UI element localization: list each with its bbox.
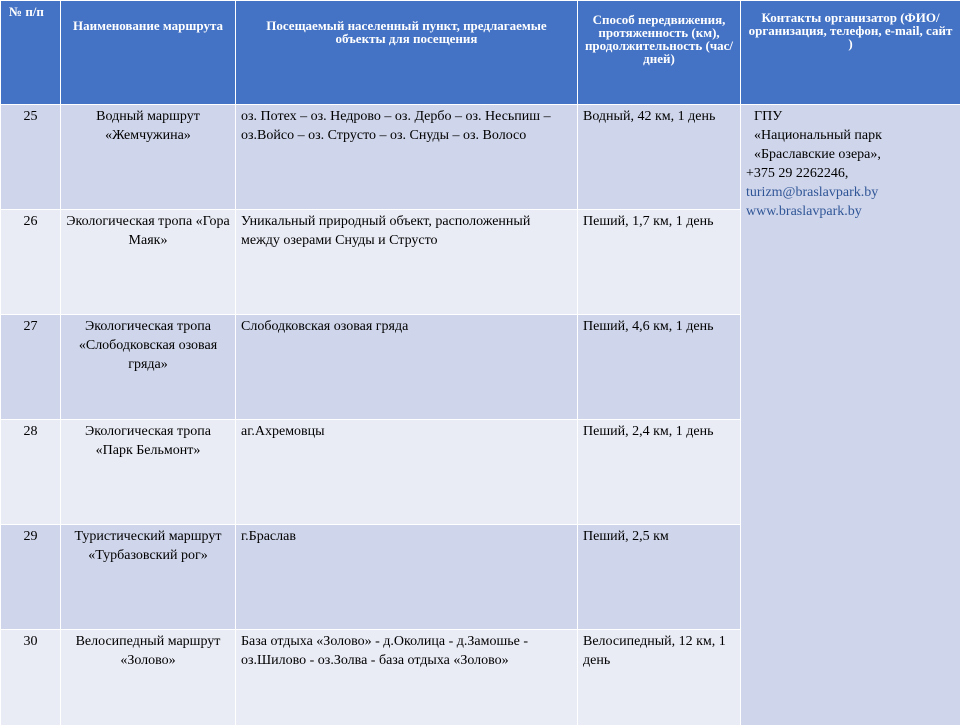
header-mode: Способ передвижения, протяженность (км), продолжительность (час/дней) [578, 1, 741, 105]
route-objects: оз. Потех – оз. Недрово – оз. Дербо – оз. Несьпиш – оз.Войсо – оз. Струсто – оз. Снуды – оз. Волосо [236, 105, 578, 210]
table-row [1, 105, 960, 210]
contact-site-link[interactable]: www.braslavpark.by [746, 202, 955, 221]
organizer-contacts [741, 105, 960, 726]
route-name: Экологическая тропа «Слободковская озовая гряда» [61, 315, 236, 420]
contact-org: ГПУ [746, 107, 955, 126]
route-mode: Пеший, 2,5 км [578, 525, 741, 630]
contact-phone: +375 29 2262246, [746, 164, 955, 183]
route-name: Экологическая тропа «Гора Маяк» [61, 210, 236, 315]
row-num: 25 [1, 105, 61, 210]
header-num: № п/п [1, 1, 61, 105]
route-mode: Пеший, 2,4 км, 1 день [578, 420, 741, 525]
route-mode: Пеший, 1,7 км, 1 день [578, 210, 741, 315]
header-name: Наименование маршрута [61, 1, 236, 105]
route-objects: г.Браслав [236, 525, 578, 630]
route-objects: аг.Ахремовцы [236, 420, 578, 525]
row-num: 28 [1, 420, 61, 525]
route-name: Водный маршрут «Жемчужина» [61, 105, 236, 210]
route-name: Велосипедный маршрут «Золово» [61, 630, 236, 726]
header-row [1, 1, 960, 105]
row-num: 27 [1, 315, 61, 420]
row-num: 30 [1, 630, 61, 726]
route-mode: Велосипедный, 12 км, 1 день [578, 630, 741, 726]
route-name: Экологическая тропа «Парк Бельмонт» [61, 420, 236, 525]
row-num: 29 [1, 525, 61, 630]
header-objects: Посещаемый населенный пункт, предлагаемые объекты для посещения [236, 1, 578, 105]
route-name: Туристический маршрут «Турбазовский рог» [61, 525, 236, 630]
row-num: 26 [1, 210, 61, 315]
route-mode: Водный, 42 км, 1 день [578, 105, 741, 210]
route-objects: Слободковская озовая гряда [236, 315, 578, 420]
contact-email-link[interactable]: turizm@braslavpark.by [746, 183, 955, 202]
contact-name: «Национальный парк «Браславские озера», [746, 126, 955, 164]
header-contacts: Контакты организатор (ФИО/организация, телефон, e-mail, сайт ) [741, 1, 960, 105]
route-objects: База отдыха «Золово» - д.Околица - д.Замошье - оз.Шилово - оз.Золва - база отдыха «Золово» [236, 630, 578, 726]
route-objects: Уникальный природный объект, расположенный между озерами Снуды и Струсто [236, 210, 578, 315]
route-mode: Пеший, 4,6 км, 1 день [578, 315, 741, 420]
